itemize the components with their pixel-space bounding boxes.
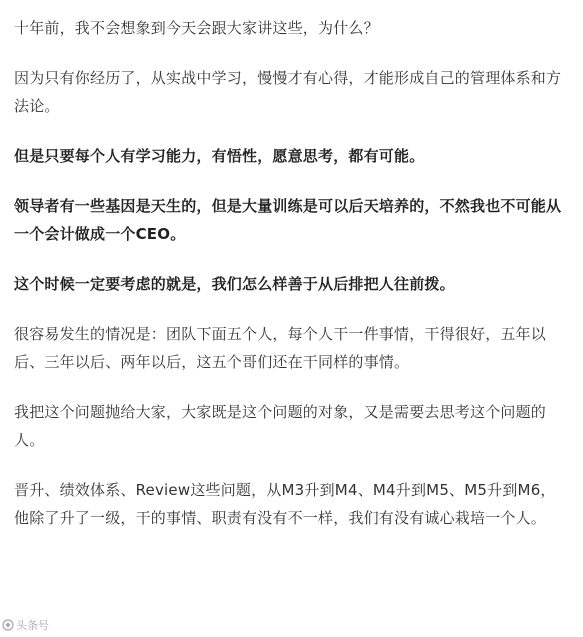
watermark-logo-icon — [2, 619, 14, 631]
paragraph-2: 因为只有你经历了，从实战中学习，慢慢才有心得，才能形成自己的管理体系和方法论。 — [14, 69, 562, 115]
paragraph-7: 我把这个问题抛给大家，大家既是这个问题的对象，又是需要去思考这个问题的人。 — [14, 403, 547, 449]
paragraph-3-bold: 但是只要每个人有学习能力，有悟性，愿意思考，都有可能。 — [14, 147, 425, 165]
watermark — [2, 617, 49, 633]
paragraph-4-bold: 领导者有一些基因是天生的，但是大量训练是可以后天培养的，不然我也不可能从一个会计做成一个CEO。 — [14, 197, 562, 243]
paragraph-6: 很容易发生的情况是：团队下面五个人，每个人干一件事情，干得很好，五年以后、三年以后、两年以后，这五个哥们还在干同样的事情。 — [14, 325, 547, 371]
article-body — [14, 14, 570, 532]
paragraph-1: 十年前，我不会想象到今天会跟大家讲这些，为什么？ — [14, 19, 379, 37]
paragraph-8: 晋升、绩效体系、Review这些问题，从M3升到M4、M4升到M5、M5升到M6，他除了升了一级，干的事情、职责有没有不一样，我们有没有诚心栽培一个人。 — [14, 481, 556, 527]
watermark-text: 头条号 — [16, 619, 49, 632]
paragraph-5-bold: 这个时候一定要考虑的就是，我们怎么样善于从后排把人往前拨。 — [14, 275, 455, 293]
